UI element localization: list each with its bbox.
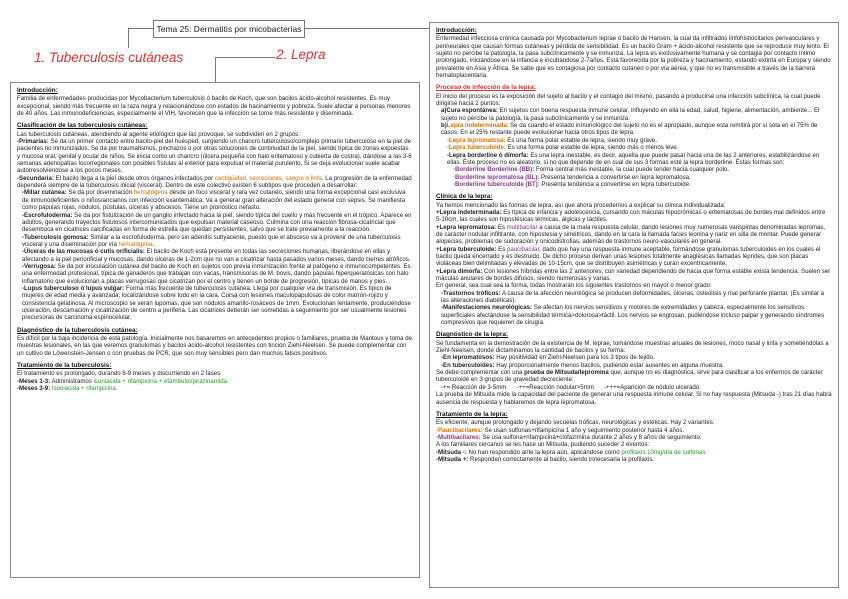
lepra-proc-title: Proceso de infección de la lepra: bbox=[436, 84, 536, 92]
connector-left-box-v bbox=[215, 57, 216, 82]
tb-trat-title: Tratamiento de la tuberculosis: bbox=[17, 362, 112, 370]
tb-gomosa: -Tuberculosis gomosa: Similar a la escrofuloderma, pero sin adenitis subyacente, puesto que el absceso va a provenir de una tuberculosis visceral y una diseminación por vía hematógena. bbox=[22, 233, 401, 248]
lepra-clin-general: En general, sea cual sea la forma, todas mostrarán los siguientes trastornos en mayor o menor grado: bbox=[436, 282, 712, 290]
tuberculosis-box bbox=[10, 82, 420, 578]
tb-trat-text: El tratamiento es prolongado, durando 6-9 meses y discurriendo en 2 fases: bbox=[17, 370, 222, 378]
tb-intro-title: Introducción: bbox=[17, 87, 58, 94]
lepra-pauci: -Paucibacilares: Se usan sulfonas+rifampicina 1 año y seguimiento posterior hasta 4 años. bbox=[436, 426, 685, 434]
lepra-indeterminada: b)Lepra indeterminada: Se da cuando el estado inmunológico del sujeto no es el apropiado, aunque esta remitirá por sí sola en el 75% de casos. En el 25% restante puede evolucionar hacia otros tipos de lepra: bbox=[441, 122, 818, 137]
tb-lupus: -Lupus tuberculoso ó lupus vulgar: Forma más frecuente de tuberculosis cutánea. Llega por cualquier vía de transmisión. Es típico de mujeres de edad media y avanzada, localizándose sobre todo en la cara. Cursa con lesiones maculopapulosas de color marrón-rojizo y consistencia gelatinosa. Al microscopio se verán lupomas, que son nódulos amarillo-rosáceos de 1mm. Evolucionan lentamente, produciéndose ulceración, descamación y cicatrización de centro a periferia. Las cicatrices deberán ser sometidas a seguimiento por ser usualmente lesiones precursoras de carcinoma espinocelular. bbox=[22, 284, 411, 322]
lepra-diag-lepromatosos: -En lepromatosos: Hay positividad en Ziehl-Neelsen para los 3 tipos de tejido. bbox=[441, 354, 655, 362]
tb-class-title: Clasificación de las tuberculosis cutáneas: bbox=[17, 122, 148, 130]
lepra-intro-text: Enfermedad infecciosa crónica causada por Mycobacterium leprae ó bacilo de Hansen, la cual da infiltrados linfohistiocitarios perivasculares y perineurales que causan formas cutáneas y pérdida de sensibilidad. Es un bacilo Gram + ácido-alcohol resistente que se reproduce muy lento. El sujeto no percibe la patología, la pasa subclínicamente y se inmuniza. La lepra es exclusivamente humana y se contagia por contacto íntimo prolongado, iniciándose en la infancia e incubándose 2-7años. Está favorecida por la pobreza y hacinamiento, estando extinta en Europa y siendo prevalente en Asia y África. Se sabe que es contagiosa por contacto cutáneo o por vía aérea, y que no es transmisible a través de la barrera hematoplacentaria. bbox=[436, 35, 831, 80]
tb-miliar: -Miliar cutánea: Se da por diseminación hematógena desde un foco visceral y rara vez cutaneo, siendo una forma excepcional casi exclusiva de inmunodeficientes o niños/ancianos con infección exantemática. Va a generar gran alteración del estado general con sepsis. Se manifiesta como pápulas rojas, nódulos, pústulas, úlceras y abscesos. Tiene un pronóstico nefasto. bbox=[22, 189, 406, 212]
tb-diag-title: Diagnóstico de la tuberculosis cutánea: bbox=[17, 326, 138, 334]
tb-primarias: -Primarias: Se da un primer contacto entre bacilo-piel del huésped, surgiendo un chancro tuberculoso/complejo primario tuberculoso en la piel de pacientes no inmunizados. Se da por traumatismos, pinchazos o por otras soluciones de continuidad de la piel, siendo típica de zonas expuestas y mucosa oral, genital y ocular de niños. Se inicia como un chancro (úlcera pequeña con halo eritematoso y cubierta de costra), dándose a las 3-6 semanas adenopatías locorregionales con posibles fístulas al exterior para expulsar el material purulento. Si se deja evolucionar suele acabar autorresolviéndose a los pocos meses. bbox=[17, 138, 412, 175]
lepra-trat-title: Tratamiento de la lepra: bbox=[436, 410, 508, 418]
lepra-diag-title: Diagnóstico de la lepra: bbox=[436, 331, 509, 339]
tb-verrugosa: -Verrugosa: Se da por inoculación cutánea del bacilo de Koch en sujetos con previa inmunización frente al patógeno e inmunocompetentes. Es una enfermedad profesional, típica de ganaderos que trabajan con vacas, transmisoras de M. bovis, dando pápulas hiperqueratósicas con halo inflamatorio que evolucionan a placas verrugosas que cicatrizan por el centro y tienen un borde de progresión, típicas de manos y pies. bbox=[22, 262, 411, 285]
connector-left-box-h bbox=[215, 57, 275, 58]
lepra-clin-dimorfa: +Lepra dimorfa: Con lesiones híbridas entre las 2 anteriores, con variedad dependiendo de hacia que forma estable exista tendencia. Suelen ser máculas anulares de bordes difusos, siendo numerosas y varias. bbox=[436, 267, 831, 282]
lepra-bl: ·Borderline lepromatosa (BL): Presenta tendencia a convertirse en lepra lepromatosa. bbox=[453, 173, 691, 181]
lepra-clin-title: Clínica de la lepra: bbox=[436, 193, 493, 201]
tb-escrofuloderma: -Escrofuloderma: Se da por fistulización de un ganglio infectado hacia la piel, siendo típica del cuello y más frecuente en el trópico. Aparece en adultos, generando trayectos fistulosos intercomunicados que expulsan material caseoso. Culmina con una reacción fibrosa-cicatricial que desemboca en cicatrices calcificadas en forma de estrella que quedan persistentes, salvo que se trate previamente a la reacción. bbox=[22, 211, 412, 234]
lepra-proc-text: El inicio del proceso es la exposición del sujeto al bacilo y el contagio del mismo, pasando a producirse una infección subclínica, la cual puede dirigirse hacia 2 puntos: bbox=[436, 92, 821, 108]
lepra-bt: ·Borderline tuberculoide (BT): Presenta tendencia a convertirse en lepra tuberculoide. bbox=[453, 180, 691, 188]
lepra-clin-text: Ya hemos mencionado las formas de lepra, así que ahora procedemos a explicar su clínica individualizada: bbox=[436, 201, 726, 209]
lepra-cura: a)Cura espontánea: En sujetos con buena respuesta inmune celular, influyendo en ella la edad, salud, higiene, alimentación, ambiente... El sujeto no percibe la patología, la pasa subclínicamente y se inmuniza. bbox=[441, 107, 820, 122]
lepra-mitsuda-end: La prueba de Mitsuda mide la capacidad del paciente de generar una respuesta inmune celular. Si no hay respuesta (Mitsuda -) tras 21 días habrá ausencia de respuesta y hablaremos de lepra lepromatosa. bbox=[436, 391, 832, 406]
connector-left-v bbox=[128, 28, 129, 48]
connector-left-h bbox=[128, 28, 153, 29]
tb-class-text: Las tuberculosis cutáneas, atendiendo al agente etiológico que las provoque, se subdividen en 2 grupos: bbox=[17, 130, 300, 138]
tb-meses-1-3: -Meses 1-3: Administramos isoniacida + rifampicina + etambutol/pirazinamida bbox=[17, 377, 228, 385]
tb-meses-3-9: -Meses 3-9: Isoniacida + rifampicina. bbox=[17, 385, 118, 393]
lepra-tro: -Trastornos tróficos: A causa de la afección neurológica se producen deformidades, úlceras, osteolisis y mal perforante plantar. (Es similar a las alteraciones diabéticas). bbox=[441, 289, 825, 305]
tb-intro-text: Familia de enfermedades producidas por Mycobacterium tuberculosis ó bacilo de Koch, que son bacilos ácido-alcohol resistentes. Es muy excepcional, siendo más frecuente en la raza negra y relacionándose con estados de hacinamiento y pobreza. Suele afectar a personas menores de 40 años. Las inmunodeficiencias, especialmente el VIH, favorecen que la infección se torne más resistente y diseminada. bbox=[17, 95, 411, 118]
lepra-clin-tuberculoide: +Lepra tuberculoide: Es paucibacilar, dado que hay una respuesta inmune aceptable, formándose granulomas tuberculoides en los cuales el bacilo queda encerrado y es destruido. De dicho proceso derivan unas lesiones totalmente anaglésicas llamadas léprides, que son placas violáceas bien delimitadas y elevadas de 10-15cm, que se distribuyen asimétricas y curan excéntricamente. bbox=[436, 245, 821, 268]
lepra-familiares: A los familiares cercanos se les hace un Mitsuda, pudiendo suceder 2 eventos: bbox=[436, 441, 650, 449]
heading-lepra: 2. Lepra bbox=[276, 47, 326, 62]
lepra-clin-lepromatosa: +Lepra lepromatosa: Es multibacilar a causa de la mala respuesta celular, dando lesiones muy numerosas varispintas denominadas lepromas, de carácter nodular infiltrante, con hipostesia y simétricos, dando en la cara la llamada facies leonina y nariz en silla de montar. Puede generar alopecias, problemas de sudoración y onicodistrofias, además de trastornos neuro-vasculares en general. bbox=[436, 223, 826, 246]
lepra-grades: -+= Reacción de 3-5mm -++=Reacción nodular>5mm -+++=Aparición de nódulo ulcerado. bbox=[441, 383, 701, 391]
topic-title: Tema 25: Dermatitis por micobacterias bbox=[153, 20, 305, 38]
lepra-trat-text: Es eficiente, aunque prolongado y dejando secuelas tróficas, neurológicas y estéticas. Hay 2 variantes: bbox=[436, 419, 715, 427]
connector-right-h bbox=[303, 28, 433, 29]
lepra-neuro: -Manifestaciones neurológicas: Se afectan los nervios sensitivos y motores de extremidades y cabeza, especialmente los sensitivos superficiales afectándose la sensibilidad térmica>dolorosa>táctil. Los nervios se engrosan, pudiéndose incluso palpar y generando síndromes compresivos que requieren de cirugía. bbox=[441, 304, 825, 327]
lepra-diag-tuberculoides: -En tuberculoides: Hay proporcionalmente menos bacilos, pudiendo estar ausentes en alguna muestra. bbox=[441, 361, 724, 369]
heading-tuberculosis: 1. Tuberculosis cutáneas bbox=[34, 50, 184, 65]
lepra-box bbox=[429, 22, 839, 588]
lepra-bb: ·Borderline Borderline (BB): Forma central más inestable, la cual puede tender hacia cualquier polo. bbox=[453, 166, 730, 174]
lepra-mitsuda-pos: -Mitsuda +: Responden correctamente al bacilo, siendo innecesaria la profilaxis. bbox=[436, 455, 654, 463]
tb-diag-text: Es difícil por la baja incidencia de esta patología. Inicialmente nos basaremos en antecedentes propios o familiares, prueba de Mantoux y toma de muestras lesionales, en las que veremos granulomas y bacilos ácido-alcohol resistentes con tinción Ziehl-Neelsen. Se puede complementar con un cultivo de Löwenstein-Jensen o con pruebas de PCR, que son muy sensibles pero dan muchos falsos positivos. bbox=[17, 335, 412, 357]
lepra-intro-title: Introducción: bbox=[436, 27, 477, 34]
lepra-borderline: -Lepra borderline ó dimorfa: Es una lepra inestable, es decir, aquella que puede pasar hacia una de las 2 anteriores, estabilizándose en ellas. Éste proceso no es aleatorio, si no que depende de en cual de sus 3 formas esté la lepra borderline. Éstas formas son: bbox=[447, 151, 820, 166]
lepra-mitsuda: Se debe complementar con una prueba de Mitsuda/lepromina que, aunque no es diagnóstica, sirve para clasificar a los enfermos de carácter tuberculoide en 3 grupos de gravedad decreciente: bbox=[436, 369, 823, 384]
lepra-diag-text: Se fundamenta en la demostración de la existencia de M. leprae, tomándose muestras anuales de lesiones, moco nasal y linfa y sometiéndolas a Ziehl-Neelsen, donde dictaminamos la cantidad de bacilos y su forma: bbox=[436, 339, 829, 355]
lepra-tuberculoide: -Lepra tuberculoide: Es una forma polar estable de lepra, siendo más o menos leve. bbox=[447, 144, 679, 152]
tb-ulceras: -Úlceras de las mucosas ó cutis orificialis: El bacilo de Koch está presente en todas las secreciones humanas, liberándose en ellas y afectando a la piel periorificial y mucosas, dando úlceras de 1-2cm que no van a cicatrizar hasta pasados varios meses, dando cierres atróficos. bbox=[22, 248, 411, 263]
lepra-clin-indeterminada: +Lepra indeterminada: Es típica de infancia y adolescencia, cursando con máculas hipocrómicas o eritematosas de bordes mal definidos entre 5-10cm, las cuales son hipostésicas térmicas, álgicas y táctiles. bbox=[436, 208, 826, 224]
lepra-multi: -Multibacilares: Se usa sulfona+rifampicina+clofazimina durante 2 años y 8 años de seguimiento. bbox=[436, 433, 702, 441]
lepra-lepromatosa: -Lepra lepromatosa: Es una forma polar estable de lepra, siendo muy grave. bbox=[447, 136, 658, 144]
tb-secundaria: -Secundaria: El bacilo llega a la piel desde otros órganos infectados por contigüidad, secreciones, sangre o linfa. La progresión de la enfermedad dependerá siempre de la tuberculosis inicial (visceral). Dentro de este colectivo existen 6 subtipos que proceden a desarrollar: bbox=[17, 174, 412, 190]
lepra-mitsuda-neg: -Mitsuda -: No han respondido ante la lepra aún, aplicándose como profilaxis 10mg/día de sulfonas. bbox=[436, 448, 708, 456]
